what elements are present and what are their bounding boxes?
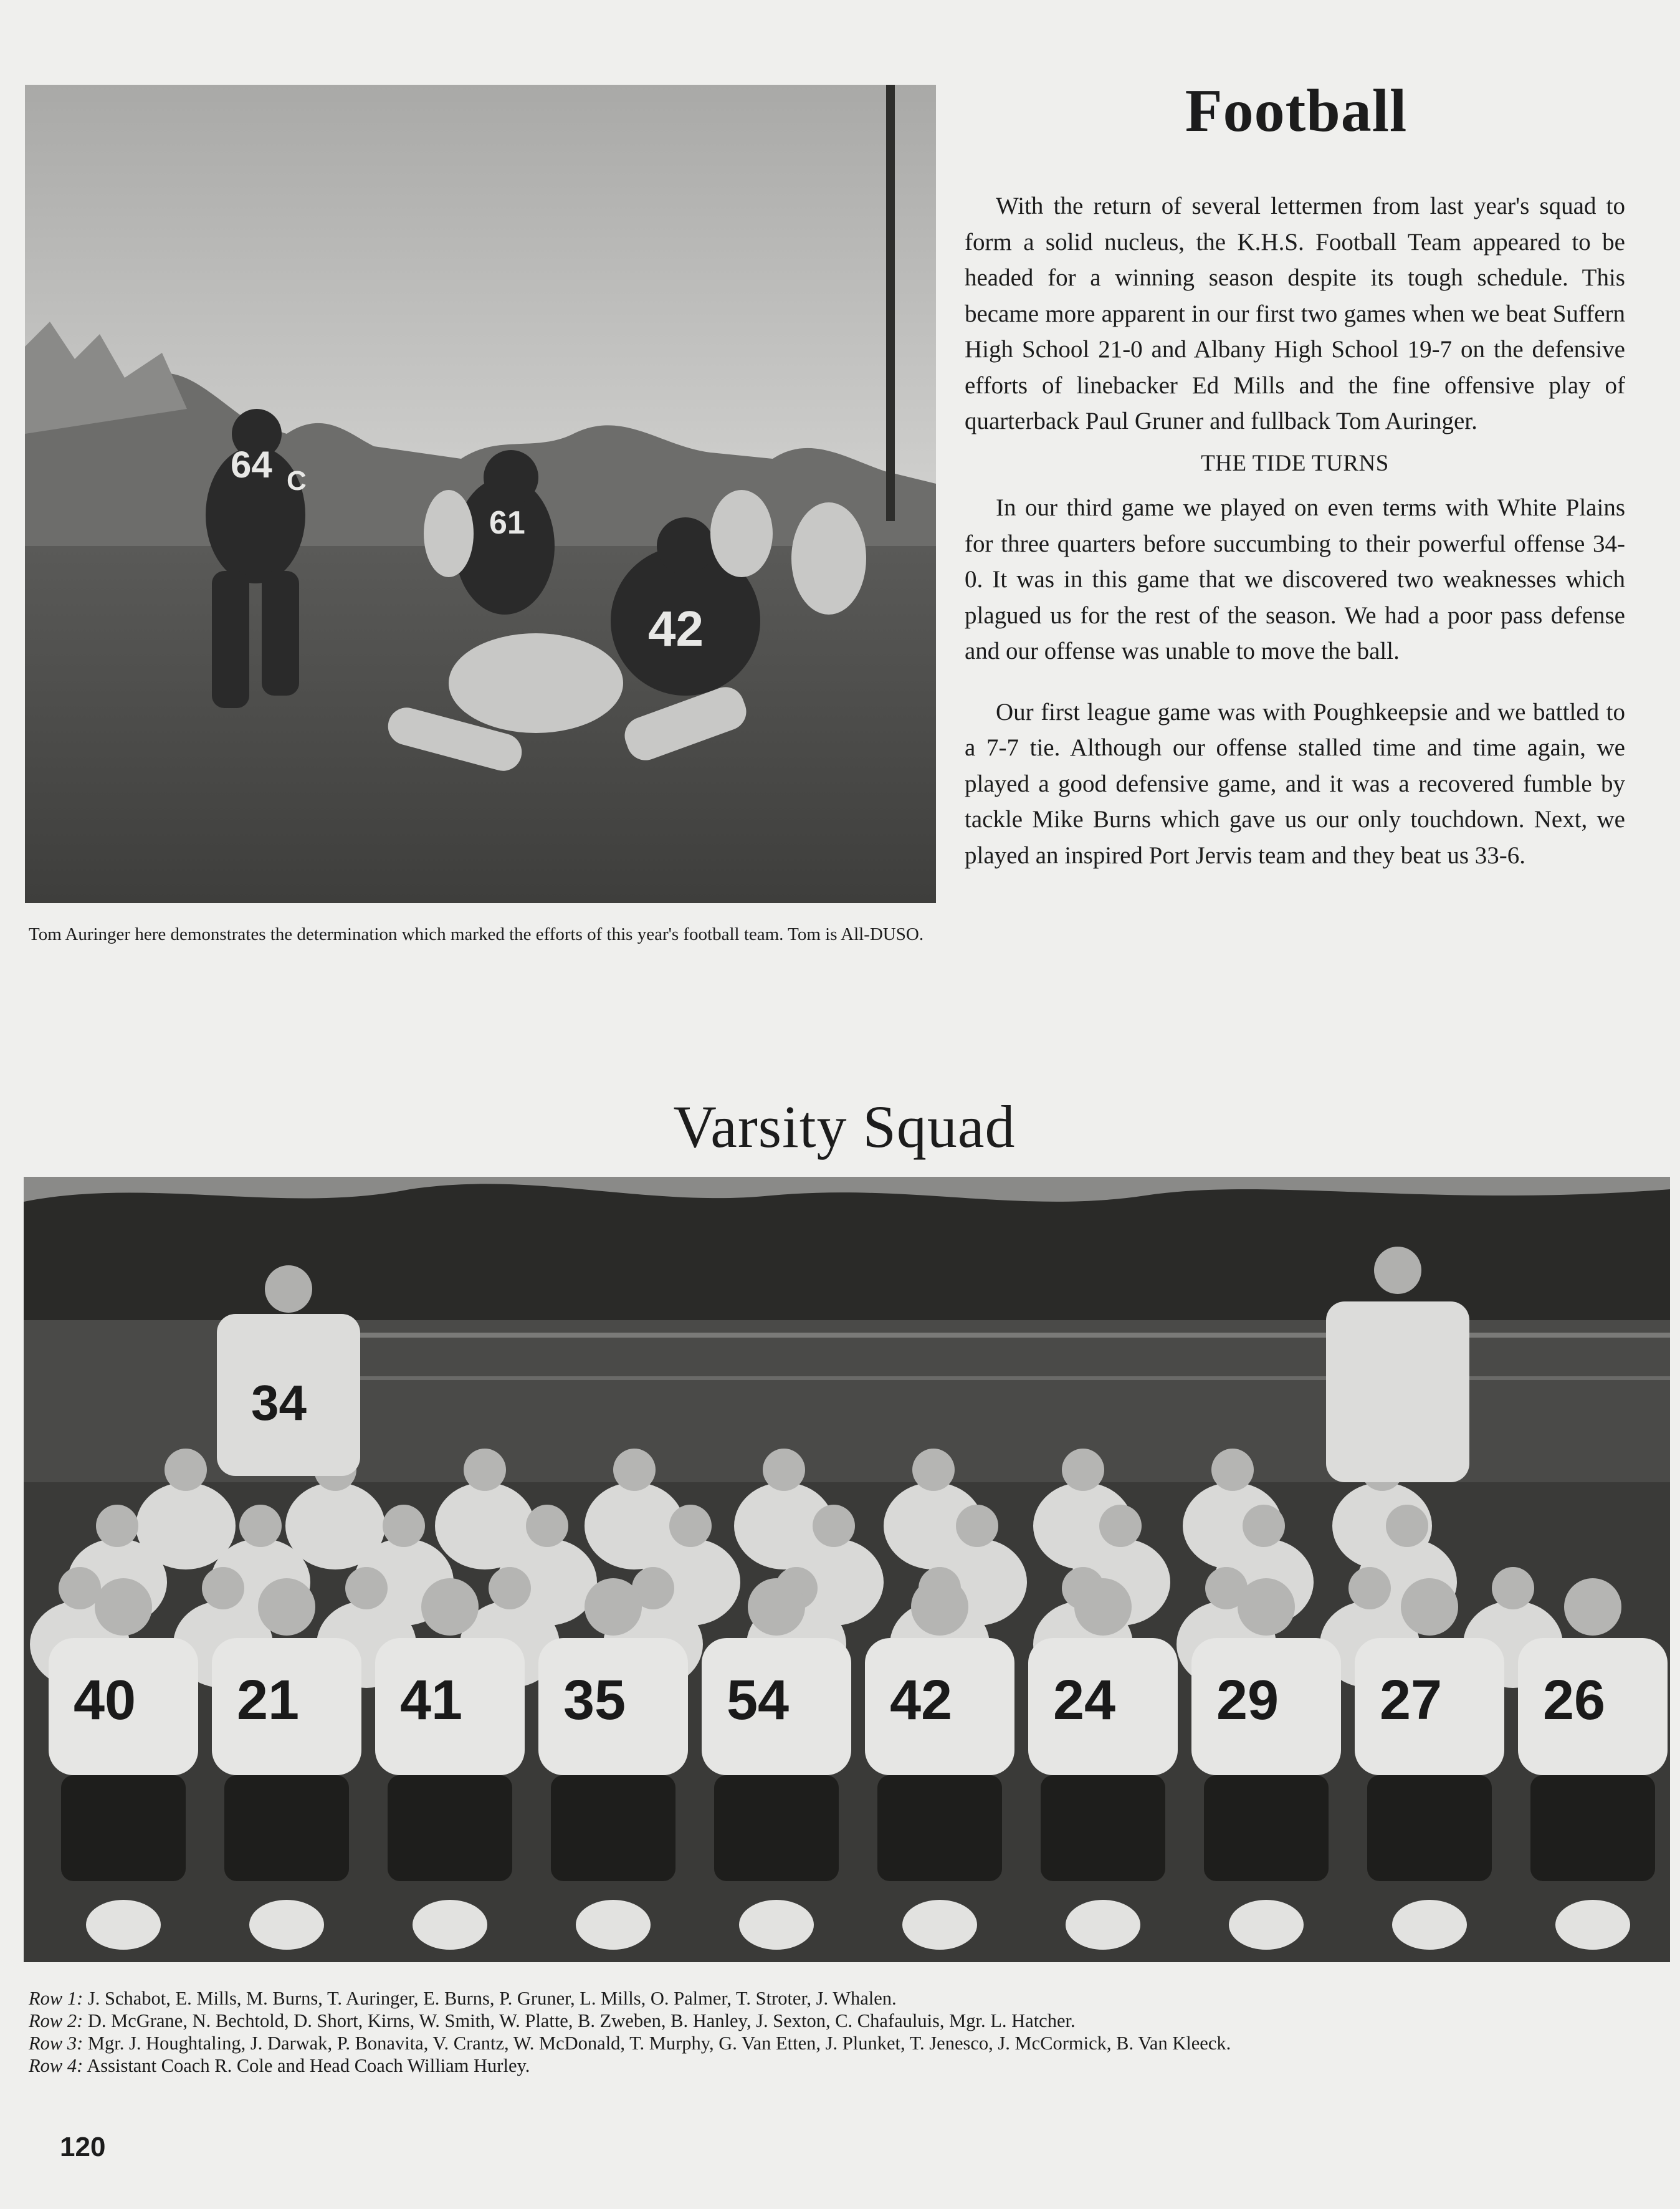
helmet [739,1900,814,1950]
player-head [96,1505,138,1547]
player-head [1492,1567,1534,1609]
helmet [249,1900,324,1950]
helmet [1555,1900,1630,1950]
roster-row-label: Row 3: [29,2033,84,2054]
coach-figure [1326,1301,1469,1482]
player-head [1564,1578,1621,1636]
player-head [613,1449,656,1491]
roster-row [29,2010,1649,2032]
player-legs [877,1775,1002,1881]
action-photo-caption: Tom Auringer here demonstrates the determination which marked the efforts of this year's football team. Tom is All-DUSO. [29,924,924,944]
team-photo [24,1177,1670,1962]
jersey-number: 35 [563,1669,626,1732]
roster-row-label: Row 4: [29,2055,84,2076]
player-head [95,1578,152,1636]
article-paragraph: With the return of several lettermen from last year's squad to form a solid nucleus, the K.H.S. Football Team appeared to be headed for a winning season despite its tough schedule. This became more apparent in our first two games when we beat Suffern High School 21-0 and Albany High School 19-7 on the defensive efforts of linebacker Ed Mills and the fine offensive play of quarterback Paul Gruner and fullback Tom Auringer. [965,193,1625,434]
coach-head [1374,1247,1421,1294]
player-legs [61,1775,186,1881]
player-legs [551,1775,675,1881]
roster-row-label: Row 1: [29,1988,84,2009]
roster-row-names: Mgr. J. Houghtaling, J. Darwak, P. Bonavita, V. Crantz, W. McDonald, T. Murphy, G. Van Etten, J. Plunket, T. Jenesco, J. McCormick, B. Van Kleeck. [87,2033,1231,2054]
player-head [1386,1505,1428,1547]
jersey-number: 24 [1053,1669,1116,1732]
player-legs [714,1775,839,1881]
player-head [1062,1449,1104,1491]
player-head [202,1567,244,1609]
team-photo-image [24,1177,1670,1962]
article-paragraph: Our first league game was with Poughkeepsie and we battled to a 7-7 tie. Although our offense stalled time and time again, we played a good defensive game, and it was a recovered fumble by tackle Mike Burns which gave us our only touchdown. Next, we played an inspired Port Jervis team and they beat us 33-6. [965,698,1625,869]
jersey-number: 64 [231,444,272,486]
player-head [763,1449,805,1491]
player-head [383,1505,425,1547]
player-legs [1530,1775,1655,1881]
roster-row-names: D. McGrane, N. Bechtold, D. Short, Kirns, W. Smith, W. Platte, B. Zweben, B. Hanley, J. Sexton, C. Chafauluis, Mgr. L. Hatcher. [87,2010,1076,2031]
action-photo-image [25,85,936,903]
player-head [239,1505,282,1547]
player-head [1401,1578,1458,1636]
helmet [86,1900,161,1950]
player-head [489,1567,531,1609]
player-head [258,1578,315,1636]
player-legs [388,1775,512,1881]
jersey-number: 26 [1543,1669,1606,1732]
player-legs [1041,1775,1165,1881]
player-head [585,1578,642,1636]
player-head [464,1449,506,1491]
roster-list [29,1987,1649,2077]
player-head [748,1578,805,1636]
helmet [413,1900,487,1950]
helmet [902,1900,977,1950]
jersey-number: 41 [400,1669,463,1732]
coach-head [265,1265,312,1313]
roster-row-names: Assistant Coach R. Cole and Head Coach William Hurley. [87,2055,530,2076]
roster-row [29,1987,1649,2010]
jersey-number: 54 [727,1669,790,1732]
roster-row-label: Row 2: [29,2010,84,2031]
page-number: 120 [60,2132,106,2162]
player-legs [1204,1775,1329,1881]
jersey-number: C [287,466,307,496]
player-head [813,1505,855,1547]
player-head [912,1449,955,1491]
jersey-number: 42 [890,1669,953,1732]
article-body [965,188,1625,873]
player-head [1238,1578,1295,1636]
player-head [1074,1578,1132,1636]
player-legs [224,1775,349,1881]
roster-row-names: J. Schabot, E. Mills, M. Burns, T. Auringer, E. Burns, P. Gruner, L. Mills, O. Palmer, T. Stroter, J. Whalen. [87,1988,897,2009]
roster-row [29,2054,1649,2077]
coach-jersey-number: 34 [251,1375,307,1430]
player-head [911,1578,968,1636]
player-head [1211,1449,1254,1491]
player-head [345,1567,388,1609]
player-head [59,1567,101,1609]
section-subheading: THE TIDE TURNS [1201,450,1389,476]
section-title: Varsity Squad [673,1093,1016,1160]
player-head [956,1505,998,1547]
jersey-number: 21 [237,1669,300,1732]
player-head [669,1505,712,1547]
roster-row [29,2032,1649,2054]
player-head [165,1449,207,1491]
helmet [576,1900,651,1950]
jersey-number: 42 [648,601,704,656]
player-legs [1367,1775,1492,1881]
jersey-number: 40 [74,1669,136,1732]
action-photo [25,85,936,903]
article-paragraph: In our third game we played on even terms with White Plains for three quarters before succumbing to their powerful offense 34-0. It was in this game that we discovered two weaknesses which plagued us for the rest of the season. We had a poor pass defense and our offense was unable to move the ball. [965,494,1625,664]
helmet [1392,1900,1467,1950]
jersey-number: 61 [489,505,525,541]
helmet [1229,1900,1304,1950]
player-head [526,1505,568,1547]
player-head [421,1578,479,1636]
player-head [1099,1505,1142,1547]
player-head [1348,1567,1391,1609]
helmet [1066,1900,1140,1950]
jersey-number: 27 [1380,1669,1443,1732]
page-title: Football [1185,77,1408,145]
player-head [1243,1505,1285,1547]
jersey-number: 29 [1216,1669,1279,1732]
